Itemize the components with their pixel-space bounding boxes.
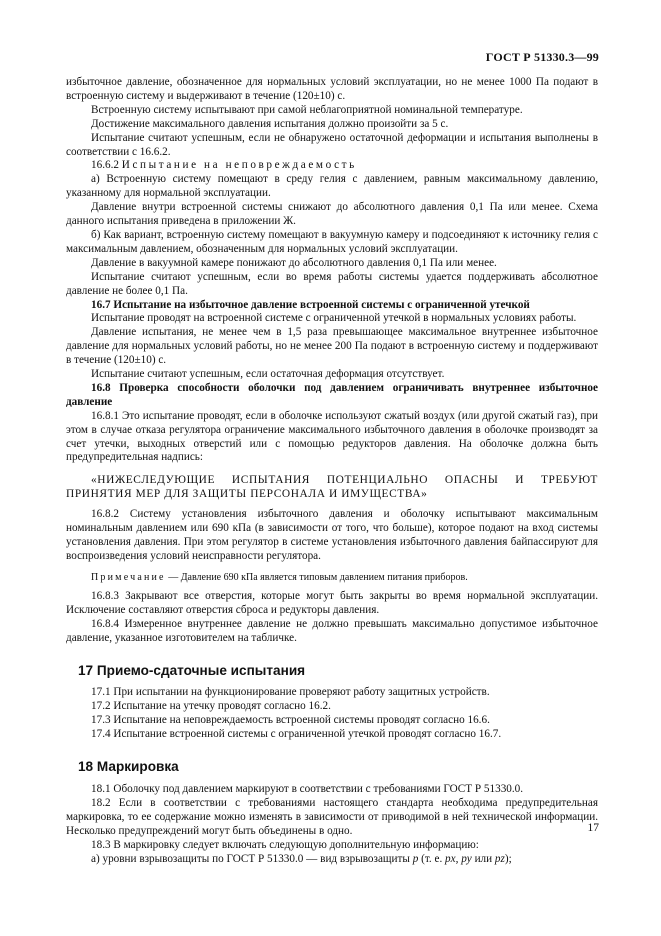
paragraph: Испытание считают успешным, если во время работы системы удается поддерживать абсолютное давление не более 0,1 Па.	[66, 270, 598, 297]
paragraph: 16.8.1 Это испытание проводят, если в оболочке используют сжатый воздух (или другой сжатый газ), при этом в случае отказа регулятора ограничение максимального избыточного давления в оболочке производят за счет утечки, выходных отверстий или с помощью редукторов давления. На оболочке должна быть предупредительная надпись:	[66, 409, 598, 464]
paragraph: Испытание считают успешным, если остаточная деформация отсутствует.	[91, 368, 445, 381]
text-run-italic: px, py	[445, 852, 472, 865]
list-item: 17.2 Испытание на утечку проводят согласно 16.2.	[91, 700, 331, 713]
text-run: (т. е.	[418, 852, 446, 865]
clause-heading: 16.7 Испытание на избыточное давление встроенной системы с ограниченной утечкой	[91, 298, 530, 311]
note	[66, 571, 598, 585]
paragraph: Испытание считают успешным, если не обнаружено остаточной деформации и испытания выполнены в соответствии с 16.6.2.	[66, 131, 598, 158]
list-item: 18.1 Оболочку под давлением маркируют в соответствии с требованиями ГОСТ Р 51330.0.	[91, 782, 524, 795]
subclause-title: Испытание на неповреждаемость	[121, 159, 357, 172]
paragraph: 16.8.2 Систему установления избыточного давления и оболочку испытывают максимальным номинальным давлением или 690 кПа (в зависимости от того, что больше), которое подают на вход системы установления давления. При этом регулятор в системе установления избыточного давления байпассируют для воспроизведения условий неисправности регулятора.	[66, 508, 598, 563]
page-number: 17	[587, 822, 599, 834]
document-code-header: ГОСТ Р 51330.3—99	[485, 50, 599, 64]
paragraph: 16.8.4 Измеренное внутреннее давление не должно превышать максимально допустимое избыточное давление, указанное изготовителем на табличке.	[66, 617, 598, 644]
list-item: 17.1 При испытании на функционирование проверяют работу защитных устройств.	[91, 686, 490, 699]
list-item	[66, 853, 598, 867]
text-run: а) уровни взрывозащиты по ГОСТ Р 51330.0 — вид взрывозащиты	[91, 852, 413, 865]
paragraph: б) Как вариант, встроенную систему помещают в вакуумную камеру и подсоединяют к источнику гелия с максимальным давлением, обозначенным для нормальных условий эксплуатации.	[66, 228, 598, 255]
note-text: — Давление 690 кПа является типовым давлением питания приборов.	[165, 572, 468, 583]
document-body	[66, 76, 598, 866]
subclause-heading	[66, 159, 598, 173]
paragraph: Испытание проводят на встроенной системе с ограниченной утечкой в нормальных условиях работы.	[91, 312, 577, 325]
subclause-number: 16.6.2	[91, 159, 119, 172]
paragraph: избыточное давление, обозначенное для нормальных условий эксплуатации, но не менее 1000 Па подают в встроенную систему и выдерживают в течение (120±10) с.	[66, 76, 598, 102]
paragraph: Давление в вакуумной камере понижают до абсолютного давления 0,1 Па или менее.	[91, 256, 497, 269]
section-heading: 18 Маркировка	[78, 759, 179, 775]
paragraph: Давление испытания, не менее чем в 1,5 раза превышающее максимальное внутреннее избыточное давление для нормальных условий работы, но не менее 200 Па подают в встроенную систему и поддерживают в течение (120±10) с.	[66, 326, 598, 367]
list-item: 18.2 Если в соответствии с требованиями настоящего стандарта необходима предупредительная маркировка, то ее содержание можно изменять в зависимости от приводимой в ней технической информации. Несколько предупреждений могут быть объединены в одно.	[66, 796, 598, 837]
warning-inscription: «НИЖЕСЛЕДУЮЩИЕ ИСПЫТАНИЯ ПОТЕНЦИАЛЬНО ОПАСНЫ И ТРЕБУЮТ ПРИНЯТИЯ МЕР ДЛЯ ЗАЩИТЫ ПЕРСОНАЛА И ИМУЩЕСТВА»	[66, 474, 598, 501]
note-label: Примечание	[91, 572, 166, 583]
list-item: 17.3 Испытание на неповреждаемость встроенной системы проводят согласно 16.6.	[91, 714, 490, 727]
paragraph: Достижение максимального давления испытания должно произойти за 5 с.	[91, 117, 449, 130]
section-heading: 17 Приемо-сдаточные испытания	[78, 662, 306, 678]
list-item: 17.4 Испытание встроенной системы с ограниченной утечкой проводят согласно 16.7.	[91, 728, 502, 741]
paragraph: а) Встроенную систему помещают в среду гелия с давлением, равным максимальному давлению, указанному для нормальной эксплуатации.	[66, 173, 598, 200]
paragraph: Встроенную систему испытывают при самой неблагоприятной номинальной температуре.	[91, 103, 523, 116]
paragraph: 16.8.3 Закрывают все отверстия, которые могут быть закрыты во время нормальной эксплуатации. Исключение составляют отверстия сброса и редукторы давления.	[66, 589, 598, 616]
text-run-italic: pz	[494, 852, 505, 865]
clause-heading: 16.8 Проверка способности оболочки под давлением ограничивать внутреннее избыточное давление	[66, 381, 598, 408]
text-run-italic: p	[412, 852, 419, 865]
text-run: или	[471, 852, 495, 865]
text-run: );	[504, 852, 512, 865]
list-item: 18.3 В маркировку следует включать следующую дополнительную информацию:	[91, 838, 479, 851]
paragraph: Давление внутри встроенной системы снижают до абсолютного давления 0,1 Па или менее. Схема данного испытания приведена в приложении Ж.	[66, 201, 598, 228]
